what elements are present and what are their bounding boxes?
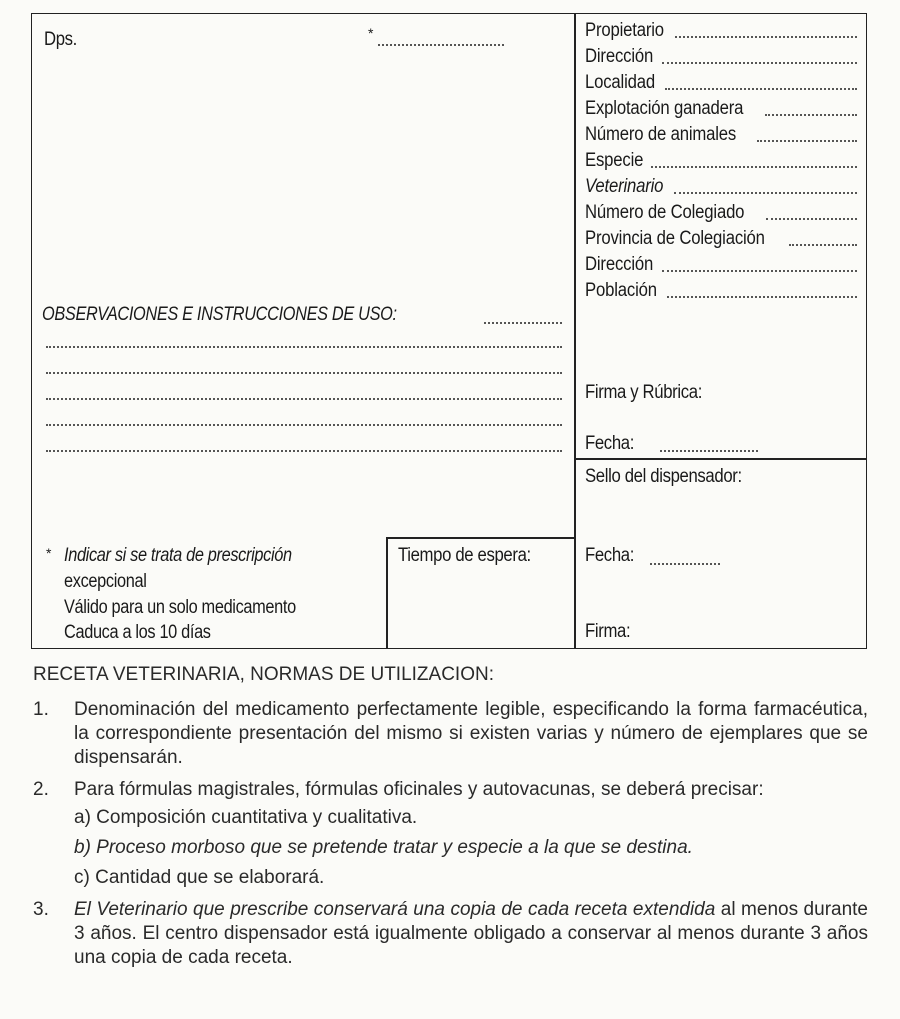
exceptional-asterisk: * [368, 25, 374, 41]
waiting-time-left-divider [386, 537, 388, 649]
field-propietario[interactable]: Propietario [585, 20, 857, 42]
field-explotacion[interactable]: Explotación ganadera [585, 98, 857, 120]
field-localidad[interactable]: Localidad [585, 72, 857, 94]
field-provincia[interactable]: Provincia de Colegiación [585, 228, 857, 250]
waiting-time-label: Tiempo de espera: [398, 545, 531, 566]
dps-label: Dps. [44, 29, 77, 50]
rule-2-text: Para fórmulas magistrales, fórmulas oficinales y autovacunas, se deberá precisar: [74, 779, 764, 800]
footnote-line4: Caduca a los 10 días [64, 622, 211, 643]
dispenser-seal-label: Sello del dispensador: [585, 466, 742, 487]
dispenser-date-label: Fecha: [585, 545, 635, 566]
rule-1 [33, 698, 868, 770]
usage-rules [33, 663, 868, 970]
rule-2-sub-b: b) Proceso morboso que se pretende tratar y especie a la que se destina. [74, 837, 693, 858]
rule-2-sub-a: a) Composición cuantitativa y cualitativa. [74, 807, 418, 828]
dispenser-section-divider [574, 458, 867, 460]
field-direccion-vet[interactable]: Dirección [585, 254, 857, 276]
right-column-divider [574, 13, 576, 649]
rule-1-text: Denominación del medicamento perfectamente legible, especificando la forma farmacéutica, la correspondiente presentación del mismo si existen varias y número de ejemplares que se dispensarán. [74, 699, 868, 768]
rule-1-number: 1. [33, 699, 49, 720]
rule-2-sub-c: c) Cantidad que se elaborará. [74, 867, 325, 888]
rule-3 [33, 898, 868, 970]
field-numero-colegiado[interactable]: Número de Colegiado [585, 202, 857, 224]
field-numero-animales[interactable]: Número de animales [585, 124, 857, 146]
observations-line-0[interactable] [484, 322, 562, 324]
footnote-asterisk: * [46, 545, 52, 561]
rule-3-number: 3. [33, 899, 49, 920]
footnote-line2: excepcional [64, 571, 147, 592]
rules-title: RECETA VETERINARIA, NORMAS DE UTILIZACION: [33, 664, 494, 685]
dps-dotted-line[interactable] [378, 44, 504, 46]
observations-line-3[interactable] [46, 398, 562, 400]
field-poblacion[interactable]: Población [585, 280, 857, 302]
rule-2-number: 2. [33, 779, 49, 800]
observations-line-1[interactable] [46, 346, 562, 348]
date-field[interactable] [660, 450, 758, 452]
rule-3-rest-text: al menos durante 3 años. El centro dispensador está igualmente obligado a conservar al menos durante 3 años una copia de cada receta. [74, 899, 869, 968]
observations-line-4[interactable] [46, 424, 562, 426]
field-veterinario[interactable]: Veterinario [585, 176, 857, 198]
waiting-time-top-divider [386, 537, 576, 539]
rule-2 [33, 778, 868, 802]
footnote-line3: Válido para un solo medicamento [64, 597, 296, 618]
observations-line-2[interactable] [46, 372, 562, 374]
date-label: Fecha: [585, 433, 635, 454]
field-direccion-owner[interactable]: Dirección [585, 46, 857, 68]
field-especie[interactable]: Especie [585, 150, 857, 172]
rule-3-italic-text: El Veterinario que prescribe conservará una copia de cada receta extendida [74, 899, 716, 920]
dispenser-date-field[interactable] [650, 563, 720, 565]
observations-line-5[interactable] [46, 450, 562, 452]
footnote-line1: Indicar si se trata de prescripción [64, 545, 292, 566]
signature-label: Firma y Rúbrica: [585, 382, 703, 403]
dispenser-signature-label: Firma: [585, 621, 631, 642]
observations-label: OBSERVACIONES E INSTRUCCIONES DE USO: [42, 304, 397, 325]
